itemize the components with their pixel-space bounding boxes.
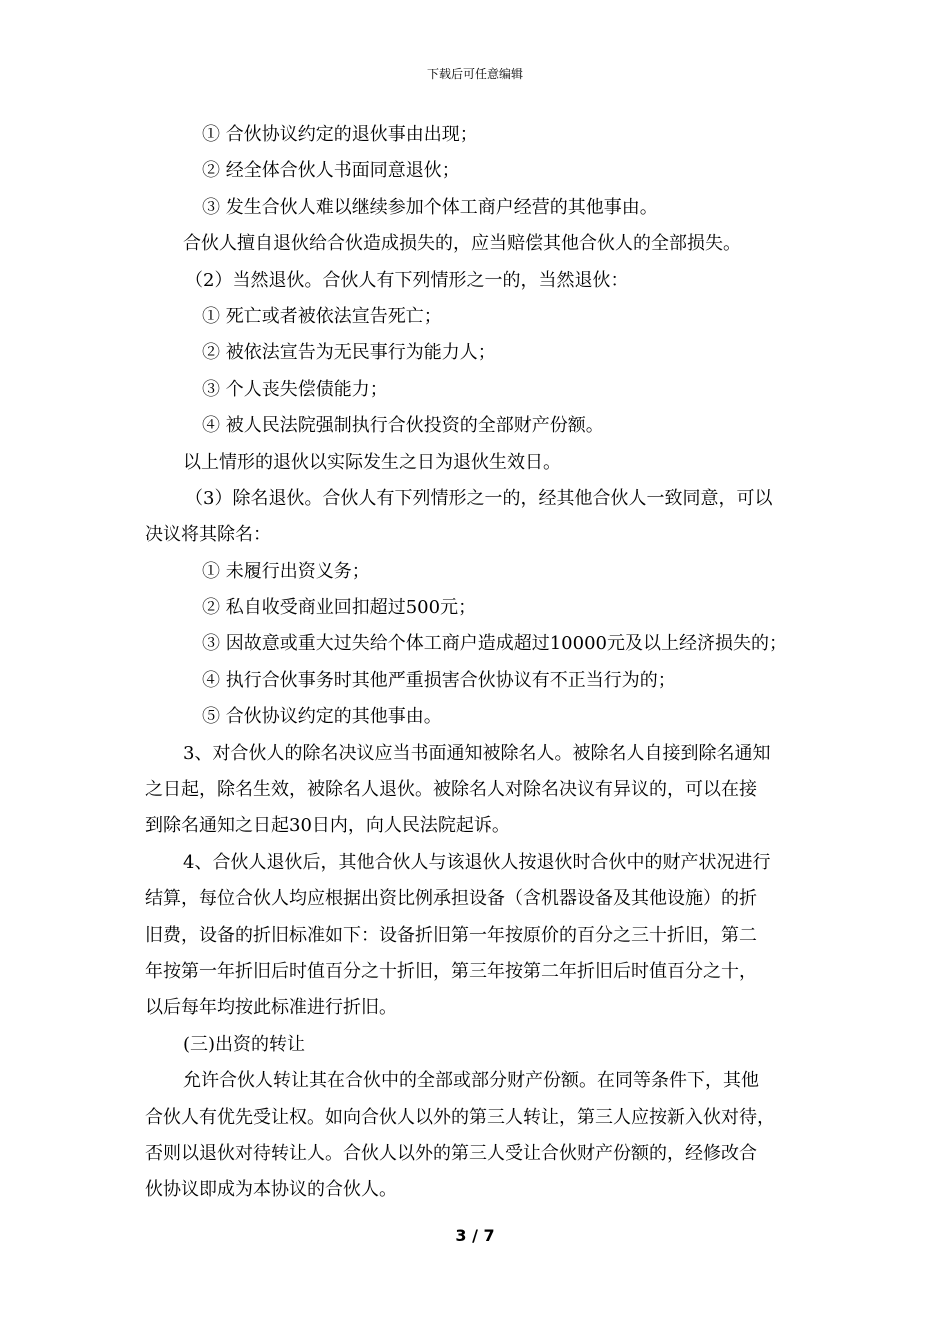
text-line: 允许合伙人转让其在合伙中的全部或部分财产份额。在同等条件下，其他 (183, 1070, 759, 1092)
text-line: (三)出资的转让 (183, 1033, 306, 1055)
document-body (145, 117, 815, 1209)
text-line: ① 死亡或者被依法宣告死亡； (202, 305, 442, 327)
text-line: ③ 个人丧失偿债能力； (202, 378, 388, 400)
text-line: 年按第一年折旧后时值百分之十折旧，第三年按第二年折旧后时值百分之十， (145, 960, 757, 982)
text-line: ② 私自收受商业回扣超过500元； (202, 597, 477, 619)
text-line: ② 被依法宣告为无民事行为能力人； (202, 342, 496, 364)
page-header: 下载后可任意编辑 (426, 67, 523, 81)
text-line: ③ 因故意或重大过失给个体工商户造成超过10000元及以上经济损失的； (202, 633, 787, 655)
text-line: 合伙人有优先受让权。如向合伙人以外的第三人转让，第三人应按新入伙对待， (145, 1106, 775, 1128)
text-line: 以后每年均按此标准进行折旧。 (145, 997, 397, 1019)
text-line: 以上情形的退伙以实际发生之日为退伙生效日。 (183, 451, 561, 473)
text-line: ⑤ 合伙协议约定的其他事由。 (202, 706, 442, 728)
text-line: ④ 被人民法院强制执行合伙投资的全部财产份额。 (202, 415, 604, 437)
text-line: （2）当然退伙。合伙人有下列情形之一的，当然退伙： (185, 269, 629, 291)
text-line: ① 合伙协议约定的退伙事由出现； (202, 124, 478, 145)
page-number: 3 / 7 (455, 1226, 495, 1245)
text-line: ② 经全体合伙人书面同意退伙； (202, 160, 460, 182)
text-line: 到除名通知之日起30日内，向人民法院起诉。 (145, 815, 510, 837)
text-line: ④ 执行合伙事务时其他严重损害合伙协议有不正当行为的； (202, 669, 676, 691)
text-line: 结算，每位合伙人均应根据出资比例承担设备（含机器设备及其他设施）的折 (145, 888, 757, 910)
text-line: ③ 发生合伙人难以继续参加个体工商户经营的其他事由。 (202, 196, 658, 218)
text-line: （3）除名退伙。合伙人有下列情形之一的，经其他合伙人一致同意，可以 (185, 487, 773, 509)
text-line: 决议将其除名： (145, 524, 271, 546)
text-line: 之日起，除名生效，被除名人退伙。被除名人对除名决议有异议的，可以在接 (145, 779, 757, 801)
text-line: ① 未履行出资义务； (202, 560, 370, 582)
text-line: 4、合伙人退伙后，其他合伙人与该退伙人按退伙时合伙中的财产状况进行 (183, 851, 771, 873)
text-line: 否则以退伙对待转让人。合伙人以外的第三人受让合伙财产份额的，经修改合 (145, 1142, 757, 1164)
text-line: 伙协议即成为本协议的合伙人。 (145, 1179, 397, 1201)
text-line: 合伙人擅自退伙给合伙造成损失的，应当赔偿其他合伙人的全部损失。 (183, 233, 741, 255)
text-line: 旧费，设备的折旧标准如下：设备折旧第一年按原价的百分之三十折旧，第二 (145, 924, 757, 946)
text-line: 3、对合伙人的除名决议应当书面通知被除名人。被除名人自接到除名通知 (183, 742, 771, 764)
